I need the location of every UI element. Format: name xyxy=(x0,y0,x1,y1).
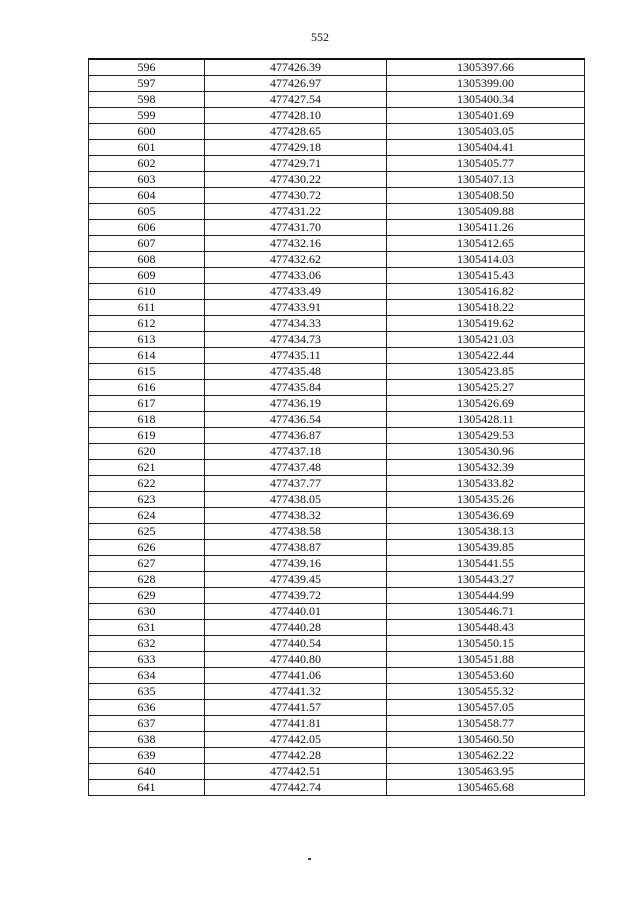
point-number-cell: 600 xyxy=(89,124,205,140)
table-row xyxy=(89,156,585,172)
table-row xyxy=(89,316,585,332)
x-coordinate-cell: 477434.73 xyxy=(205,332,387,348)
y-coordinate-cell: 1305409.88 xyxy=(387,204,585,220)
table-row xyxy=(89,556,585,572)
coordinate-table-body xyxy=(89,59,585,796)
table-row xyxy=(89,348,585,364)
y-coordinate-cell: 1305435.26 xyxy=(387,492,585,508)
y-coordinate-cell: 1305415.43 xyxy=(387,268,585,284)
table-row xyxy=(89,124,585,140)
point-number-cell: 622 xyxy=(89,476,205,492)
y-coordinate-cell: 1305430.96 xyxy=(387,444,585,460)
point-number-cell: 627 xyxy=(89,556,205,572)
y-coordinate-cell: 1305428.11 xyxy=(387,412,585,428)
y-coordinate-cell: 1305416.82 xyxy=(387,284,585,300)
table-row xyxy=(89,108,585,124)
y-coordinate-cell: 1305448.43 xyxy=(387,620,585,636)
y-coordinate-cell: 1305399.00 xyxy=(387,76,585,92)
table-row xyxy=(89,780,585,796)
y-coordinate-cell: 1305400.34 xyxy=(387,92,585,108)
table-row xyxy=(89,284,585,300)
x-coordinate-cell: 477439.16 xyxy=(205,556,387,572)
x-coordinate-cell: 477439.45 xyxy=(205,572,387,588)
y-coordinate-cell: 1305421.03 xyxy=(387,332,585,348)
table-row xyxy=(89,172,585,188)
table-row xyxy=(89,59,585,76)
point-number-cell: 604 xyxy=(89,188,205,204)
x-coordinate-cell: 477440.54 xyxy=(205,636,387,652)
table-row xyxy=(89,76,585,92)
table-row xyxy=(89,620,585,636)
table-row xyxy=(89,764,585,780)
y-coordinate-cell: 1305450.15 xyxy=(387,636,585,652)
table-row xyxy=(89,668,585,684)
y-coordinate-cell: 1305446.71 xyxy=(387,604,585,620)
x-coordinate-cell: 477442.51 xyxy=(205,764,387,780)
y-coordinate-cell: 1305463.95 xyxy=(387,764,585,780)
x-coordinate-cell: 477436.19 xyxy=(205,396,387,412)
table-row xyxy=(89,220,585,236)
point-number-cell: 606 xyxy=(89,220,205,236)
point-number-cell: 632 xyxy=(89,636,205,652)
x-coordinate-cell: 477435.84 xyxy=(205,380,387,396)
y-coordinate-cell: 1305405.77 xyxy=(387,156,585,172)
footer-dot xyxy=(308,858,311,860)
y-coordinate-cell: 1305462.22 xyxy=(387,748,585,764)
x-coordinate-cell: 477431.22 xyxy=(205,204,387,220)
table-row xyxy=(89,476,585,492)
y-coordinate-cell: 1305407.13 xyxy=(387,172,585,188)
y-coordinate-cell: 1305443.27 xyxy=(387,572,585,588)
point-number-cell: 618 xyxy=(89,412,205,428)
x-coordinate-cell: 477435.48 xyxy=(205,364,387,380)
x-coordinate-cell: 477429.18 xyxy=(205,140,387,156)
y-coordinate-cell: 1305404.41 xyxy=(387,140,585,156)
table-row xyxy=(89,524,585,540)
table-row xyxy=(89,188,585,204)
table-row xyxy=(89,444,585,460)
table-row xyxy=(89,236,585,252)
table-row xyxy=(89,540,585,556)
y-coordinate-cell: 1305438.13 xyxy=(387,524,585,540)
x-coordinate-cell: 477427.54 xyxy=(205,92,387,108)
table-row xyxy=(89,700,585,716)
table-row xyxy=(89,380,585,396)
point-number-cell: 607 xyxy=(89,236,205,252)
y-coordinate-cell: 1305444.99 xyxy=(387,588,585,604)
y-coordinate-cell: 1305429.53 xyxy=(387,428,585,444)
y-coordinate-cell: 1305439.85 xyxy=(387,540,585,556)
y-coordinate-cell: 1305422.44 xyxy=(387,348,585,364)
x-coordinate-cell: 477430.72 xyxy=(205,188,387,204)
point-number-cell: 634 xyxy=(89,668,205,684)
table-row xyxy=(89,460,585,476)
point-number-cell: 609 xyxy=(89,268,205,284)
point-number-cell: 613 xyxy=(89,332,205,348)
y-coordinate-cell: 1305403.05 xyxy=(387,124,585,140)
table-row xyxy=(89,332,585,348)
point-number-cell: 633 xyxy=(89,652,205,668)
y-coordinate-cell: 1305408.50 xyxy=(387,188,585,204)
x-coordinate-cell: 477440.80 xyxy=(205,652,387,668)
y-coordinate-cell: 1305436.69 xyxy=(387,508,585,524)
y-coordinate-cell: 1305423.85 xyxy=(387,364,585,380)
table-row xyxy=(89,364,585,380)
y-coordinate-cell: 1305412.65 xyxy=(387,236,585,252)
x-coordinate-cell: 477436.54 xyxy=(205,412,387,428)
x-coordinate-cell: 477436.87 xyxy=(205,428,387,444)
table-row xyxy=(89,140,585,156)
point-number-cell: 610 xyxy=(89,284,205,300)
table-row xyxy=(89,492,585,508)
x-coordinate-cell: 477438.32 xyxy=(205,508,387,524)
point-number-cell: 598 xyxy=(89,92,205,108)
x-coordinate-cell: 477426.39 xyxy=(205,59,387,76)
x-coordinate-cell: 477430.22 xyxy=(205,172,387,188)
x-coordinate-cell: 477433.06 xyxy=(205,268,387,284)
point-number-cell: 619 xyxy=(89,428,205,444)
y-coordinate-cell: 1305460.50 xyxy=(387,732,585,748)
table-row xyxy=(89,572,585,588)
y-coordinate-cell: 1305414.03 xyxy=(387,252,585,268)
point-number-cell: 597 xyxy=(89,76,205,92)
table-row xyxy=(89,604,585,620)
table-row xyxy=(89,204,585,220)
x-coordinate-cell: 477441.81 xyxy=(205,716,387,732)
x-coordinate-cell: 477434.33 xyxy=(205,316,387,332)
x-coordinate-cell: 477442.28 xyxy=(205,748,387,764)
point-number-cell: 639 xyxy=(89,748,205,764)
point-number-cell: 635 xyxy=(89,684,205,700)
table-row xyxy=(89,412,585,428)
table-row xyxy=(89,428,585,444)
point-number-cell: 602 xyxy=(89,156,205,172)
x-coordinate-cell: 477437.48 xyxy=(205,460,387,476)
point-number-cell: 616 xyxy=(89,380,205,396)
x-coordinate-cell: 477428.10 xyxy=(205,108,387,124)
x-coordinate-cell: 477442.05 xyxy=(205,732,387,748)
x-coordinate-cell: 477437.77 xyxy=(205,476,387,492)
table-row xyxy=(89,636,585,652)
x-coordinate-cell: 477428.65 xyxy=(205,124,387,140)
point-number-cell: 614 xyxy=(89,348,205,364)
table-row xyxy=(89,252,585,268)
point-number-cell: 596 xyxy=(89,59,205,76)
x-coordinate-cell: 477438.87 xyxy=(205,540,387,556)
point-number-cell: 638 xyxy=(89,732,205,748)
x-coordinate-cell: 477433.49 xyxy=(205,284,387,300)
point-number-cell: 617 xyxy=(89,396,205,412)
point-number-cell: 626 xyxy=(89,540,205,556)
x-coordinate-cell: 477439.72 xyxy=(205,588,387,604)
x-coordinate-cell: 477440.01 xyxy=(205,604,387,620)
point-number-cell: 603 xyxy=(89,172,205,188)
x-coordinate-cell: 477442.74 xyxy=(205,780,387,796)
y-coordinate-cell: 1305433.82 xyxy=(387,476,585,492)
x-coordinate-cell: 477429.71 xyxy=(205,156,387,172)
x-coordinate-cell: 477437.18 xyxy=(205,444,387,460)
y-coordinate-cell: 1305419.62 xyxy=(387,316,585,332)
point-number-cell: 611 xyxy=(89,300,205,316)
table-row xyxy=(89,732,585,748)
table-row xyxy=(89,268,585,284)
x-coordinate-cell: 477441.32 xyxy=(205,684,387,700)
y-coordinate-cell: 1305432.39 xyxy=(387,460,585,476)
y-coordinate-cell: 1305457.05 xyxy=(387,700,585,716)
x-coordinate-cell: 477433.91 xyxy=(205,300,387,316)
point-number-cell: 623 xyxy=(89,492,205,508)
table-row xyxy=(89,588,585,604)
x-coordinate-cell: 477438.05 xyxy=(205,492,387,508)
point-number-cell: 625 xyxy=(89,524,205,540)
point-number-cell: 612 xyxy=(89,316,205,332)
x-coordinate-cell: 477441.57 xyxy=(205,700,387,716)
point-number-cell: 636 xyxy=(89,700,205,716)
x-coordinate-cell: 477435.11 xyxy=(205,348,387,364)
point-number-cell: 630 xyxy=(89,604,205,620)
y-coordinate-cell: 1305465.68 xyxy=(387,780,585,796)
point-number-cell: 621 xyxy=(89,460,205,476)
point-number-cell: 615 xyxy=(89,364,205,380)
y-coordinate-cell: 1305418.22 xyxy=(387,300,585,316)
table-row xyxy=(89,396,585,412)
point-number-cell: 608 xyxy=(89,252,205,268)
y-coordinate-cell: 1305451.88 xyxy=(387,652,585,668)
y-coordinate-cell: 1305458.77 xyxy=(387,716,585,732)
point-number-cell: 620 xyxy=(89,444,205,460)
table-row xyxy=(89,652,585,668)
point-number-cell: 631 xyxy=(89,620,205,636)
y-coordinate-cell: 1305401.69 xyxy=(387,108,585,124)
page-number: 552 xyxy=(311,30,329,44)
x-coordinate-cell: 477426.97 xyxy=(205,76,387,92)
point-number-cell: 641 xyxy=(89,780,205,796)
table-row xyxy=(89,508,585,524)
y-coordinate-cell: 1305453.60 xyxy=(387,668,585,684)
x-coordinate-cell: 477438.58 xyxy=(205,524,387,540)
point-number-cell: 601 xyxy=(89,140,205,156)
coordinate-table xyxy=(88,58,585,796)
table-row xyxy=(89,716,585,732)
point-number-cell: 629 xyxy=(89,588,205,604)
table-row xyxy=(89,748,585,764)
x-coordinate-cell: 477441.06 xyxy=(205,668,387,684)
y-coordinate-cell: 1305411.26 xyxy=(387,220,585,236)
y-coordinate-cell: 1305397.66 xyxy=(387,59,585,76)
x-coordinate-cell: 477431.70 xyxy=(205,220,387,236)
table-row xyxy=(89,684,585,700)
x-coordinate-cell: 477432.62 xyxy=(205,252,387,268)
point-number-cell: 640 xyxy=(89,764,205,780)
point-number-cell: 605 xyxy=(89,204,205,220)
y-coordinate-cell: 1305425.27 xyxy=(387,380,585,396)
y-coordinate-cell: 1305441.55 xyxy=(387,556,585,572)
y-coordinate-cell: 1305455.32 xyxy=(387,684,585,700)
x-coordinate-cell: 477440.28 xyxy=(205,620,387,636)
point-number-cell: 637 xyxy=(89,716,205,732)
x-coordinate-cell: 477432.16 xyxy=(205,236,387,252)
point-number-cell: 628 xyxy=(89,572,205,588)
y-coordinate-cell: 1305426.69 xyxy=(387,396,585,412)
table-row xyxy=(89,92,585,108)
point-number-cell: 599 xyxy=(89,108,205,124)
table-row xyxy=(89,300,585,316)
point-number-cell: 624 xyxy=(89,508,205,524)
